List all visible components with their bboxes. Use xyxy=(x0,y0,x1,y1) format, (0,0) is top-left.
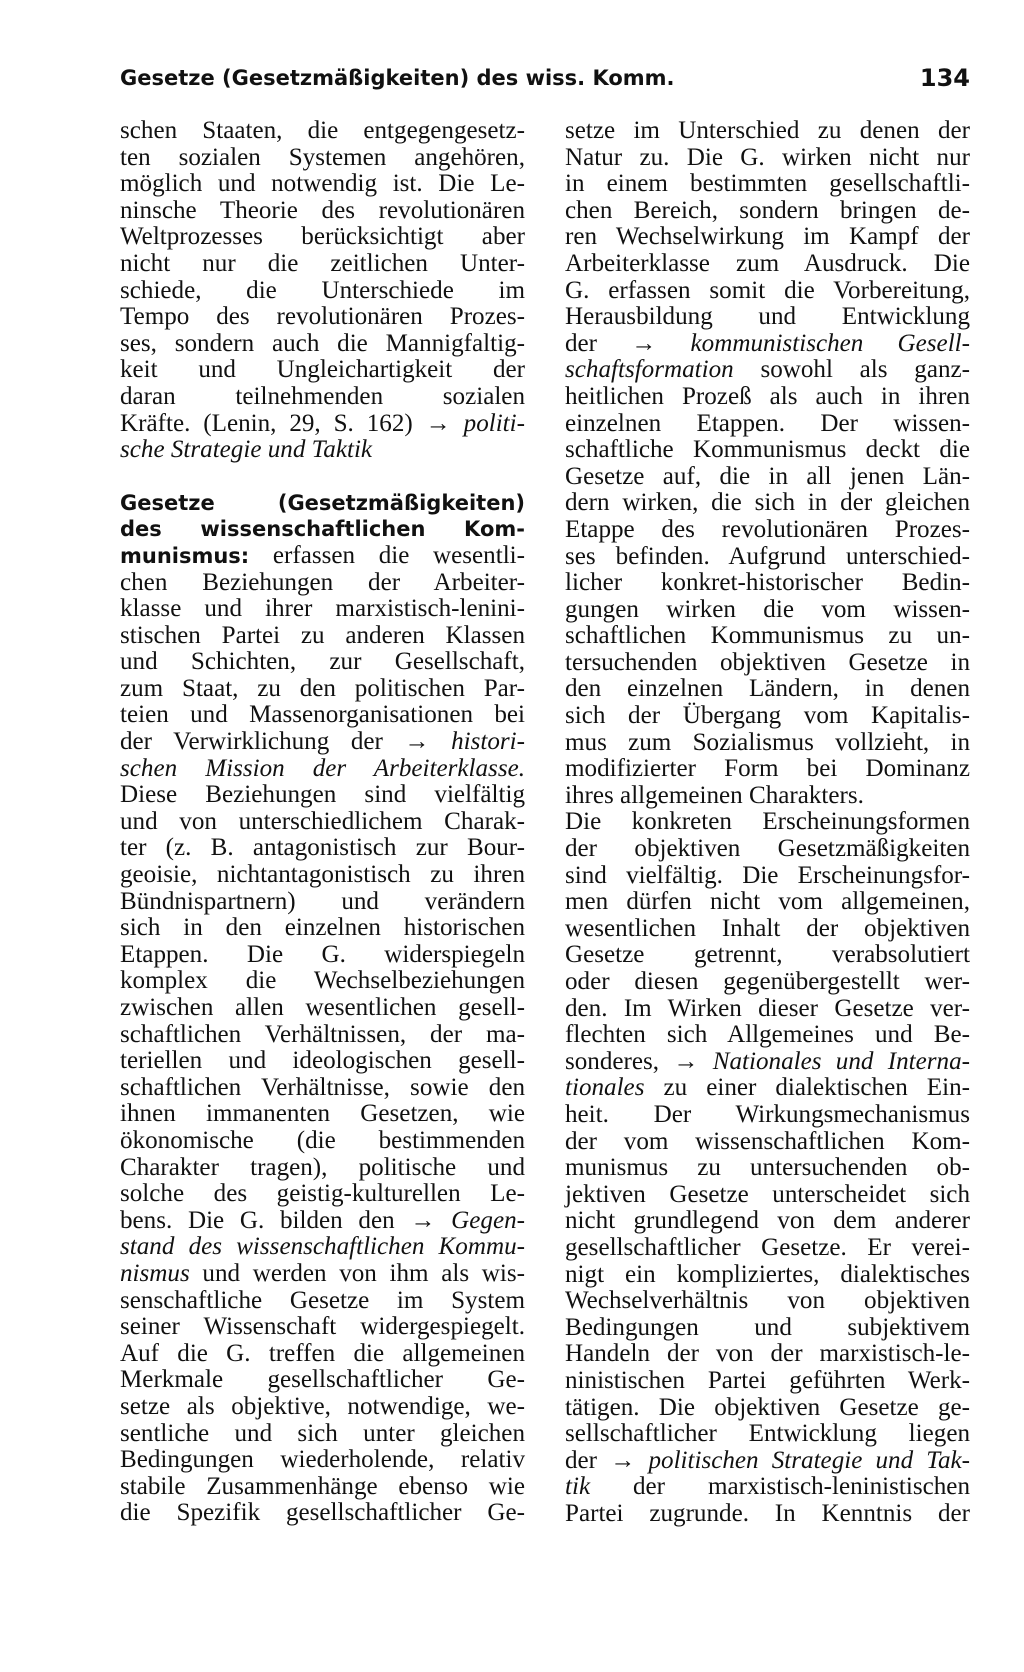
entry-heading-line: des wissenschaftlichen Kom- xyxy=(120,517,525,542)
text-line xyxy=(120,411,525,438)
text-line: ninsche Theorie des revolutionären xyxy=(120,196,525,224)
text-line: modifizierter Form bei Dominanz xyxy=(565,755,970,783)
cross-reference[interactable]: schaftsformation xyxy=(565,356,734,384)
text-line: tersuchenden objektiven Gesetze in xyxy=(565,648,970,676)
text-line: schen Staaten, die entgegengesetz- xyxy=(120,117,525,144)
text-line: schaftliche Kommunismus deckt die xyxy=(565,436,970,464)
cross-reference[interactable]: tionales xyxy=(565,1074,645,1102)
text-line: gesellschaftlicher Gesetze. Er verei- xyxy=(565,1233,970,1261)
cross-reference[interactable]: tik xyxy=(565,1473,591,1501)
text-line: Partei zugrunde. In Kenntnis der xyxy=(565,1499,970,1527)
text-line: setze im Unterschied zu denen der xyxy=(565,117,970,144)
text-line: schaftlichen Verhältnisse, sowie den xyxy=(120,1073,525,1101)
cross-reference[interactable]: Nationales und Interna- xyxy=(712,1047,970,1075)
arrow-icon: → xyxy=(673,1047,699,1075)
text-line: heitlichen Prozeß als auch in ihren xyxy=(565,382,970,410)
text-line: licher konkret-historischer Bedin- xyxy=(565,569,970,597)
text-line: G. erfassen somit die Vorbereitung, xyxy=(565,276,970,304)
text-line: den. Im Wirken dieser Gesetze ver- xyxy=(565,994,970,1022)
text-line: men dürfen nicht vom allgemeinen, xyxy=(565,888,970,916)
text-line: ren Wechselwirkung im Kampf der xyxy=(565,223,970,251)
arrow-icon: → xyxy=(410,1206,436,1234)
text-line: Bedingungen und subjektivem xyxy=(565,1313,970,1341)
running-title: Gesetze (Gesetzmäßigkeiten) des wiss. Komm. xyxy=(120,66,675,90)
text-line: Die konkreten Erscheinungsformen xyxy=(565,808,970,836)
text-line xyxy=(120,437,525,464)
left-column xyxy=(120,118,525,1527)
text-line: stabile Zusammenhänge ebenso wie xyxy=(120,1472,525,1500)
text-run: der xyxy=(565,329,598,357)
text-line: ses, sondern auch die Mannigfaltig- xyxy=(120,329,525,357)
text-line: munismus zu untersuchenden ob- xyxy=(565,1154,970,1182)
text-line: sich der Übergang vom Kapitalis- xyxy=(565,702,970,730)
text-line: ihres allgemeinen Charakters. xyxy=(565,781,864,809)
text-line: Gesetze getrennt, verabsolutiert xyxy=(565,941,970,969)
text-line xyxy=(120,756,525,783)
text-line: nicht nur die zeitlichen Unter- xyxy=(120,249,525,277)
text-line: nicht grundlegend von dem anderer xyxy=(565,1207,970,1235)
arrow-icon: → xyxy=(404,728,430,756)
text-line: sentliche und sich unter gleichen xyxy=(120,1419,525,1447)
cross-reference[interactable]: histori- xyxy=(451,728,525,756)
text-line: Handeln der von der marxistisch-le- xyxy=(565,1340,970,1368)
page-number: 134 xyxy=(919,64,970,92)
text-line: schaftlichen Verhältnissen, der ma- xyxy=(120,1020,525,1048)
text-line: heit. Der Wirkungsmechanismus xyxy=(565,1100,970,1128)
text-line: mus zum Sozialismus vollzieht, in xyxy=(565,728,970,756)
text-line: tätigen. Die objektiven Gesetze ge- xyxy=(565,1393,970,1421)
text-line xyxy=(120,543,525,570)
text-line xyxy=(565,331,970,358)
text-line: wesentlichen Inhalt der objektiven xyxy=(565,914,970,942)
text-run: der xyxy=(565,1446,598,1474)
text-line: sellschaftlicher Entwicklung liegen xyxy=(565,1420,970,1448)
cross-reference[interactable]: nismus xyxy=(120,1259,190,1287)
running-header xyxy=(120,62,970,102)
text-run: der Verwirklichung der xyxy=(120,728,383,756)
text-line: komplex die Wechselbeziehungen xyxy=(120,967,525,995)
text-line: sich in den einzelnen historischen xyxy=(120,914,525,942)
text-line: in einem bestimmten gesellschaftli- xyxy=(565,170,970,198)
text-line: keit und Ungleichartigkeit der xyxy=(120,356,525,384)
text-run: sowohl als ganz- xyxy=(760,356,970,384)
text-line: klasse und ihrer marxistisch-lenini- xyxy=(120,595,525,623)
text-line: geoisie, nichtantagonistisch zu ihren xyxy=(120,861,525,889)
text-line: ökonomische (die bestimmenden xyxy=(120,1126,525,1154)
text-line: ter (z. B. antagonistisch zur Bour- xyxy=(120,834,525,862)
text-line: gungen wirken die vom wissen- xyxy=(565,595,970,623)
text-line: senschaftliche Gesetze im System xyxy=(120,1286,525,1314)
cross-reference[interactable]: schen Mission der Arbeiterklasse. xyxy=(120,754,525,782)
text-line: möglich und notwendig ist. Die Le- xyxy=(120,170,525,198)
text-line: teien und Massenorganisationen bei xyxy=(120,701,525,729)
text-line xyxy=(565,1075,970,1102)
text-line: den einzelnen Ländern, in denen xyxy=(565,675,970,703)
text-line: Charakter tragen), politische und xyxy=(120,1153,525,1181)
text-line: Weltprozesses berücksichtigt aber xyxy=(120,223,525,251)
text-line: ten sozialen Systemen angehören, xyxy=(120,143,525,171)
text-line xyxy=(120,1208,525,1235)
text-line: Natur zu. Die G. wirken nicht nur xyxy=(565,143,970,171)
text-line: Etappen. Die G. widerspiegeln xyxy=(120,940,525,968)
text-line xyxy=(120,1261,525,1288)
text-line: der objektiven Gesetzmäßigkeiten xyxy=(565,835,970,863)
right-column xyxy=(565,118,970,1527)
text-line: teriellen und ideologischen gesell- xyxy=(120,1047,525,1075)
cross-reference[interactable]: kommunistischen Gesell- xyxy=(690,329,970,357)
text-line: setze als objektive, notwendige, we- xyxy=(120,1392,525,1420)
text-run: der marxistisch-leninistischen xyxy=(633,1473,970,1501)
text-line: seiner Wissenschaft widergespiegelt. xyxy=(120,1313,525,1341)
text-line: Auf die G. treffen die allgemeinen xyxy=(120,1339,525,1367)
text-run: Kräfte. (Lenin, 29, S. 162) xyxy=(120,409,413,437)
text-line: Bedingungen wiederholende, relativ xyxy=(120,1446,525,1474)
text-line: flechten sich Allgemeines und Be- xyxy=(565,1021,970,1049)
text-line: Wechselverhältnis von objektiven xyxy=(565,1287,970,1315)
text-run: erfassen die wesentli- xyxy=(272,541,526,569)
text-line xyxy=(120,1234,525,1261)
entry-heading-line: Gesetze (Gesetzmäßigkeiten) xyxy=(120,490,525,515)
text-line: jektiven Gesetze unterscheidet sich xyxy=(565,1180,970,1208)
text-line: die Spezifik gesellschaftlicher Ge- xyxy=(120,1499,525,1527)
text-line: nigt ein kompliziertes, dialektisches xyxy=(565,1260,970,1288)
text-line: sind vielfältig. Die Erscheinungsfor- xyxy=(565,861,970,889)
text-line xyxy=(565,1049,970,1076)
cross-reference[interactable]: sche Strategie und Taktik xyxy=(120,436,373,464)
text-line xyxy=(120,729,525,756)
text-line: schaftlichen Kommunismus zu un- xyxy=(565,622,970,650)
text-line: einzelnen Etappen. Der wissen- xyxy=(565,409,970,437)
text-line: chen Bereich, sondern bringen de- xyxy=(565,196,970,224)
text-line: Etappe des revolutionären Prozes- xyxy=(565,515,970,543)
text-line xyxy=(565,1448,970,1475)
text-line: dern wirken, die sich in der gleichen xyxy=(565,489,970,517)
text-line xyxy=(565,357,970,384)
text-run: und werden von ihm als wis- xyxy=(202,1259,525,1287)
text-line: Bündnispartnern) und verändern xyxy=(120,887,525,915)
text-run: sonderes, xyxy=(565,1047,660,1075)
text-line: stischen Partei zu anderen Klassen xyxy=(120,621,525,649)
text-line: Gesetze auf, die in all jenen Län- xyxy=(565,462,970,490)
arrow-icon: → xyxy=(610,1446,636,1474)
text-line: zum Staat, zu den politischen Par- xyxy=(120,674,525,702)
text-line: der vom wissenschaftlichen Kom- xyxy=(565,1127,970,1155)
arrow-icon: → xyxy=(631,329,657,357)
text-line: ses befinden. Aufgrund unterschied- xyxy=(565,542,970,570)
text-line: Herausbildung und Entwicklung xyxy=(565,303,970,331)
cross-reference[interactable]: politischen Strategie und Tak- xyxy=(648,1446,971,1474)
text-line: ninistischen Partei geführten Werk- xyxy=(565,1366,970,1394)
text-line: solche des geistig-kulturellen Le- xyxy=(120,1180,525,1208)
text-line: und von unterschiedlichem Charak- xyxy=(120,807,525,835)
text-run: bens. Die G. bilden den xyxy=(120,1206,395,1234)
text-line: ihnen immanenten Gesetzen, wie xyxy=(120,1100,525,1128)
cross-reference[interactable]: Gegen- xyxy=(451,1206,525,1234)
text-line: daran teilnehmenden sozialen xyxy=(120,382,525,410)
text-line: Tempo des revolutionären Prozes- xyxy=(120,303,525,331)
text-run: zu einer dialektischen Ein- xyxy=(663,1074,970,1102)
paragraph-gap xyxy=(120,464,525,490)
text-line: oder diesen gegenübergestellt wer- xyxy=(565,968,970,995)
text-line: zwischen allen wesentlichen gesell- xyxy=(120,994,525,1021)
text-line: Merkmale gesellschaftlicher Ge- xyxy=(120,1366,525,1394)
text-line: Arbeiterklasse zum Ausdruck. Die xyxy=(565,249,970,277)
text-line xyxy=(565,1474,970,1501)
text-line: und Schichten, zur Gesellschaft, xyxy=(120,648,525,676)
cross-reference[interactable]: politi- xyxy=(463,409,525,437)
text-line: Diese Beziehungen sind vielfältig xyxy=(120,781,525,809)
text-line: chen Beziehungen der Arbeiter- xyxy=(120,568,525,596)
arrow-icon: → xyxy=(425,409,451,437)
text-line: schiede, die Unterschiede im xyxy=(120,276,525,304)
entry-heading-line: munismus: xyxy=(120,543,250,568)
cross-reference[interactable]: stand des wissenschaftlichen Kommu- xyxy=(120,1233,525,1261)
